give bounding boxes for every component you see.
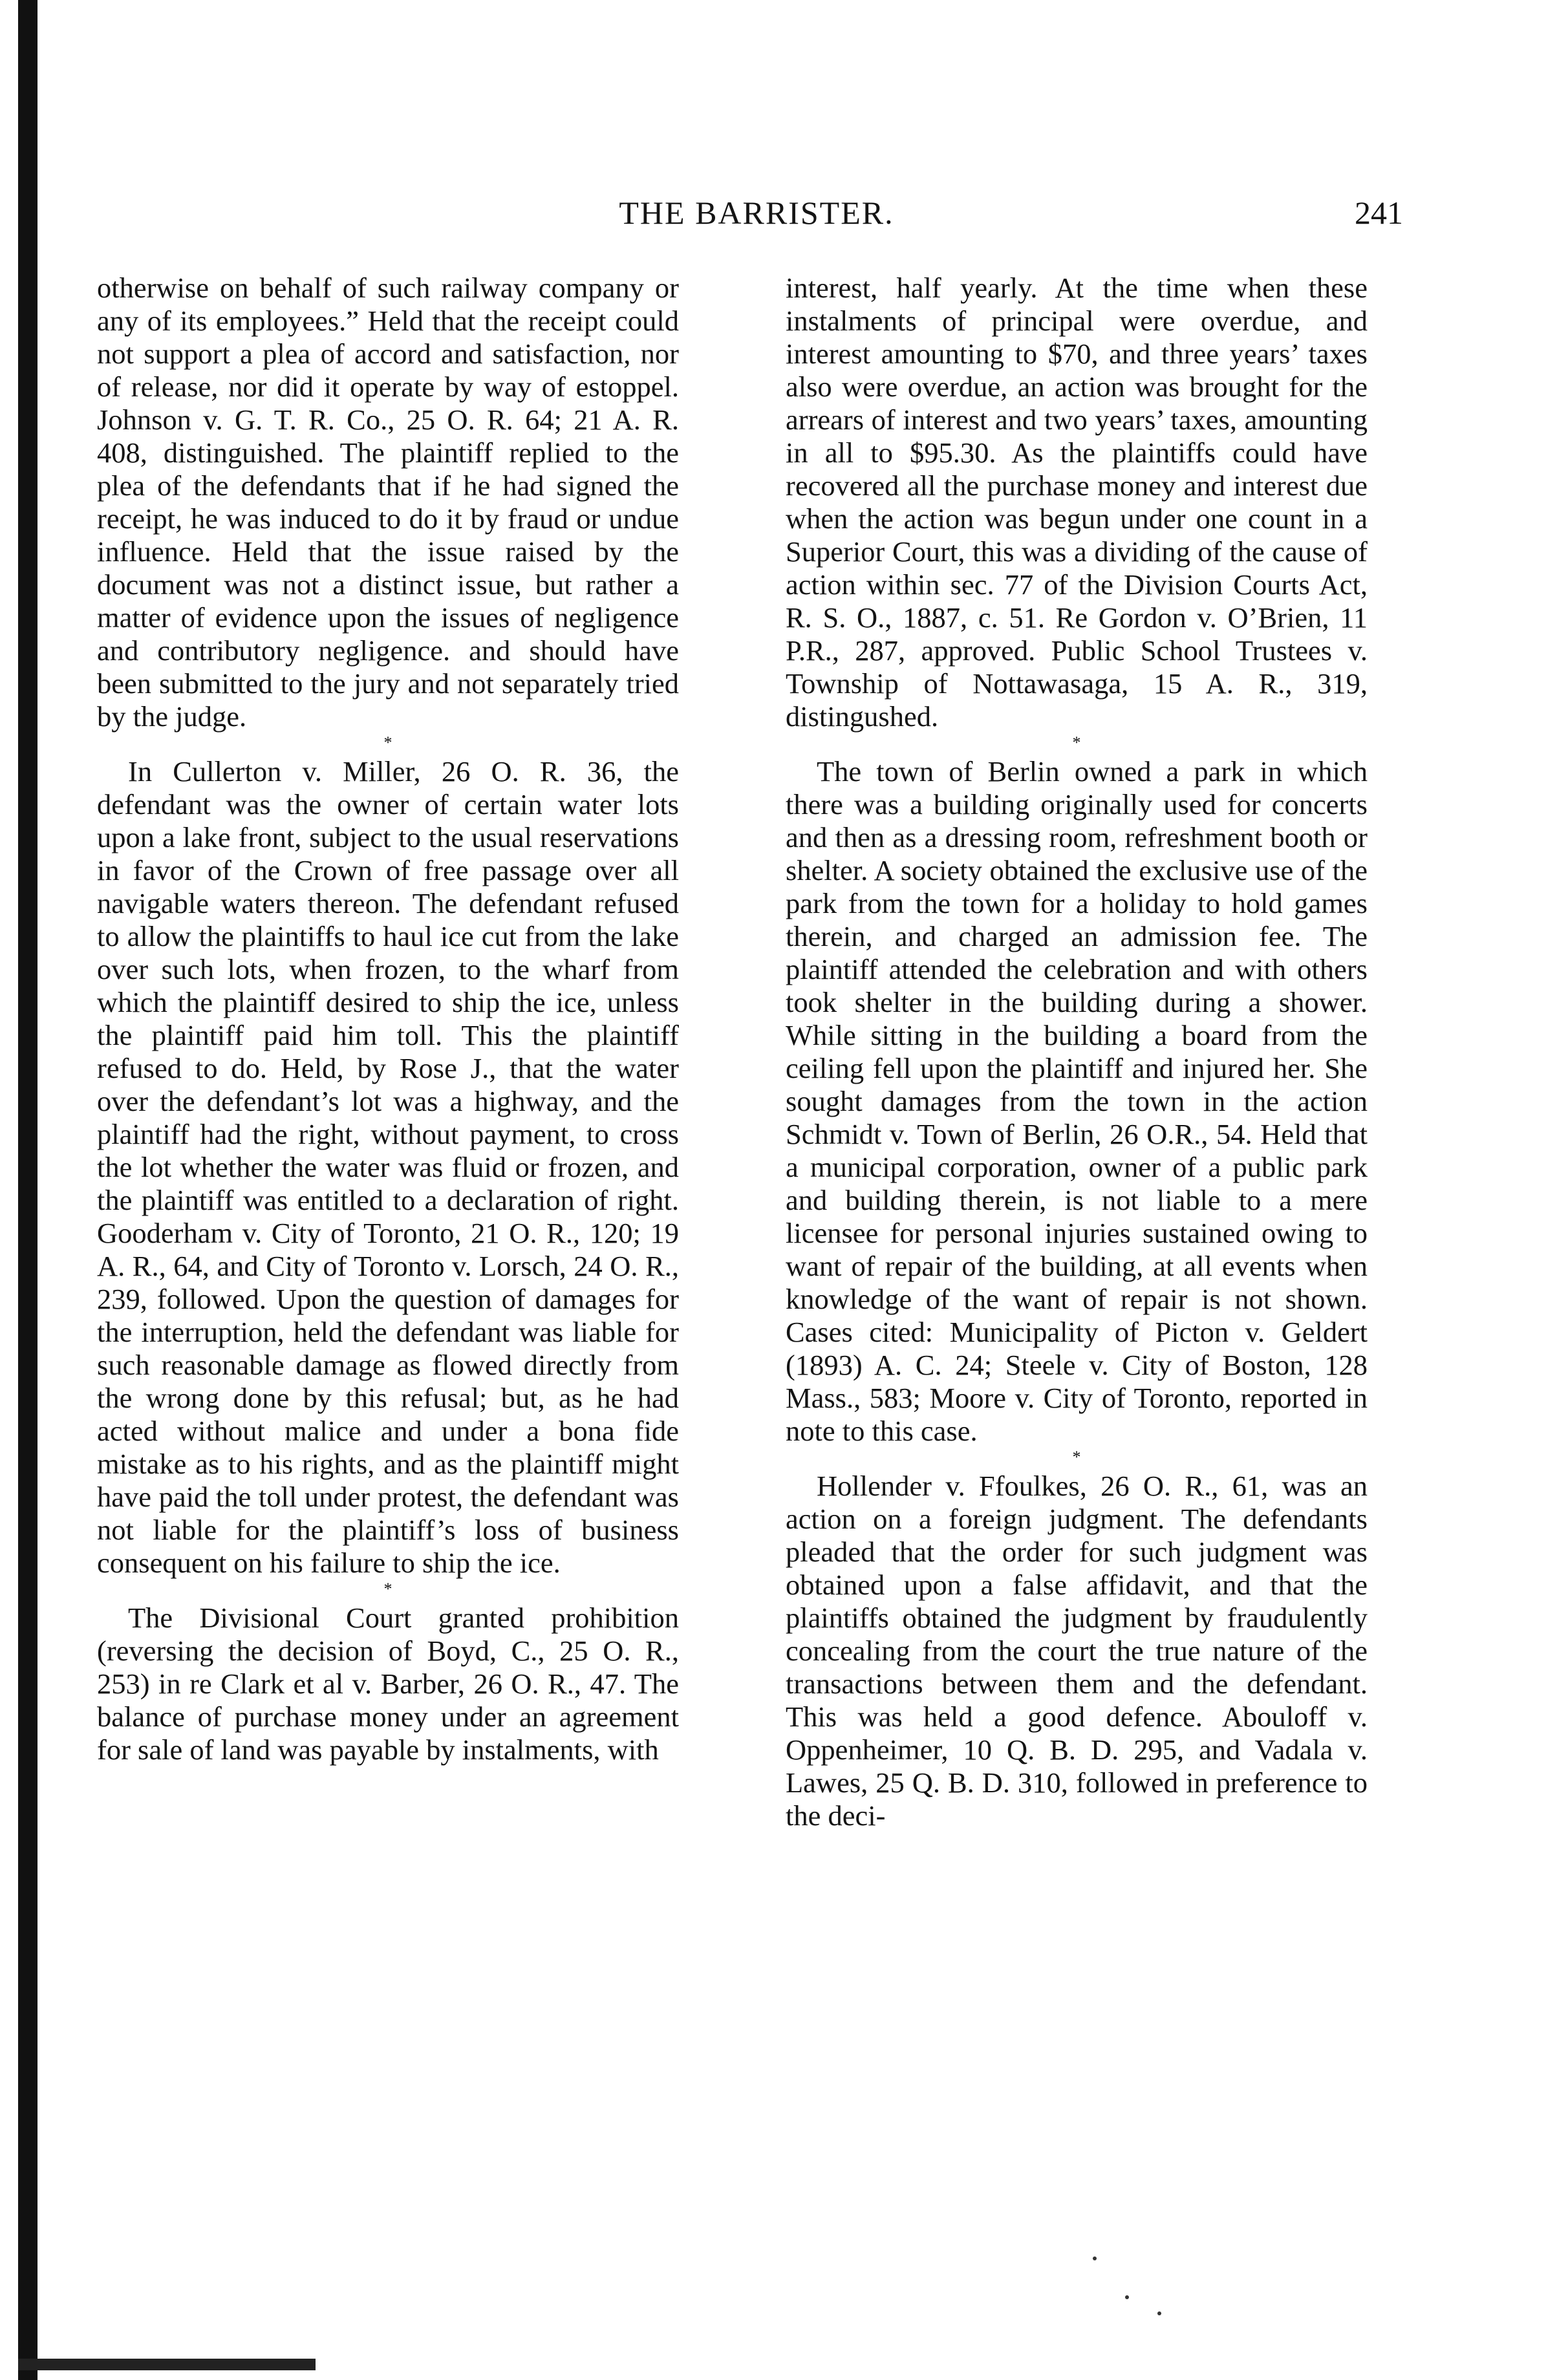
section-separator: * [383, 733, 392, 752]
left-column [97, 272, 679, 1766]
scan-bottom-edge [18, 2359, 316, 2370]
section-separator: * [1072, 1448, 1081, 1466]
scan-edge-shadow [18, 0, 38, 2380]
running-title: THE BARRISTER. [619, 195, 894, 231]
scan-speck [1125, 2295, 1129, 2299]
scan-speck [1157, 2311, 1161, 2315]
left-paragraph-2: In Cullerton v. Miller, 26 O. R. 36, the defendant was the owner of certain water lots upon a lake front, subject to the usual reservations in favor of the Crown of free passage over all navigable waters thereon. The defendant refused to allow the plaintiffs to haul ice cut from the lake over such lots, when frozen, to the wharf from which the plaintiff desired to ship the ice, unless the plaintiff paid him toll. This the plaintiff refused to do. Held, by Rose J., that the water over the defendant’s lot was a highway, and the plaintiff had the right, without payment, to cross the lot whether the water was fluid or frozen, and the plaintiff was entitled to a declaration of right. Gooderham v. City of Toronto, 21 O. R., 120; 19 A. R., 64, and City of Toronto v. Lorsch, 24 O. R., 239, followed. Upon the question of damages for the interruption, held the defendant was liable for such reasonable damage as flowed directly from the wrong done by this refusal; but, as he had acted without malice and under a bona fide mistake as to his rights, and as the plaintiff might have paid the toll under protest, the defendant was not liable for the plaintiff’s loss of business consequent on his failure to ship the ice. [97, 755, 679, 1579]
section-separator: * [383, 1580, 392, 1598]
page-number: 241 [1355, 195, 1403, 231]
right-paragraph-3: Hollender v. Ffoulkes, 26 O. R., 61, was an action on a foreign judgment. The defendants pleaded that the order for such judgment was obtained upon a false affidavit, and that the plaintiffs obtained the judgment by fraudulently concealing from the court the true nature of the transactions between them and the defendant. This was held a good defence. Abouloff v. Oppenheimer, 10 Q. B. D. 295, and Vadala v. Lawes, 25 Q. B. D. 310, followed in preference to the deci- [786, 1470, 1368, 1832]
scan-speck [1093, 2257, 1097, 2260]
section-separator: * [1072, 733, 1081, 752]
right-column [786, 272, 1368, 1832]
right-paragraph-2: The town of Berlin owned a park in which there was a building originally used for concerts and then as a dressing room, refreshment booth or shelter. A society obtained the exclusive use of the park from the town for a holiday to hold games therein, and charged an admission fee. The plaintiff attended the celebration and with others took shelter in the building during a shower. While sitting in the building a board from the ceiling fell upon the plaintiff and injured her. She sought damages from the town in the action Schmidt v. Town of Berlin, 26 O.R., 54. Held that a municipal corporation, owner of a public park and building therein, is not liable to a mere licensee for personal injuries sustained owing to want of repair of the building, at all events when knowledge of the want of repair is not shown. Cases cited: Municipality of Picton v. Geldert (1893) A. C. 24; Steele v. City of Boston, 128 Mass., 583; Moore v. City of Toronto, reported in note to this case. [786, 755, 1368, 1447]
left-paragraph-1: otherwise on behalf of such railway company or any of its employees.” Held that the receipt could not support a plea of accord and satisfaction, nor of release, nor did it operate by way of estoppel. Johnson v. G. T. R. Co., 25 O. R. 64; 21 A. R. 408, distinguished. The plaintiff replied to the plea of the defendants that if he had signed the receipt, he was induced to do it by fraud or undue influence. Held that the issue raised by the document was not a distinct issue, but rather a matter of evidence upon the issues of negligence and contributory negligence. and should have been submitted to the jury and not separately tried by the judge. [97, 272, 679, 733]
right-paragraph-1: interest, half yearly. At the time when these instalments of principal were overdue, and interest amounting to $70, and three years’ taxes also were overdue, an action was brought for the arrears of interest and two years’ taxes, amounting in all to $95.30. As the plaintiffs could have recovered all the purchase money and interest due when the action was begun under one count in a Superior Court, this was a dividing of the cause of action within sec. 77 of the Division Courts Act, R. S. O., 1887, c. 51. Re Gordon v. O’Brien, 11 P.R., 287, approved. Public School Trustees v. Township of Nottawasaga, 15 A. R., 319, distingushed. [786, 272, 1368, 733]
left-paragraph-3: The Divisional Court granted prohibition (reversing the decision of Boyd, C., 25 O. R., 253) in re Clark et al v. Barber, 26 O. R., 47. The balance of purchase money under an agreement for sale of land was payable by instalments, with [97, 1602, 679, 1766]
page-header [110, 194, 1403, 233]
scan-specks [1067, 2250, 1196, 2328]
